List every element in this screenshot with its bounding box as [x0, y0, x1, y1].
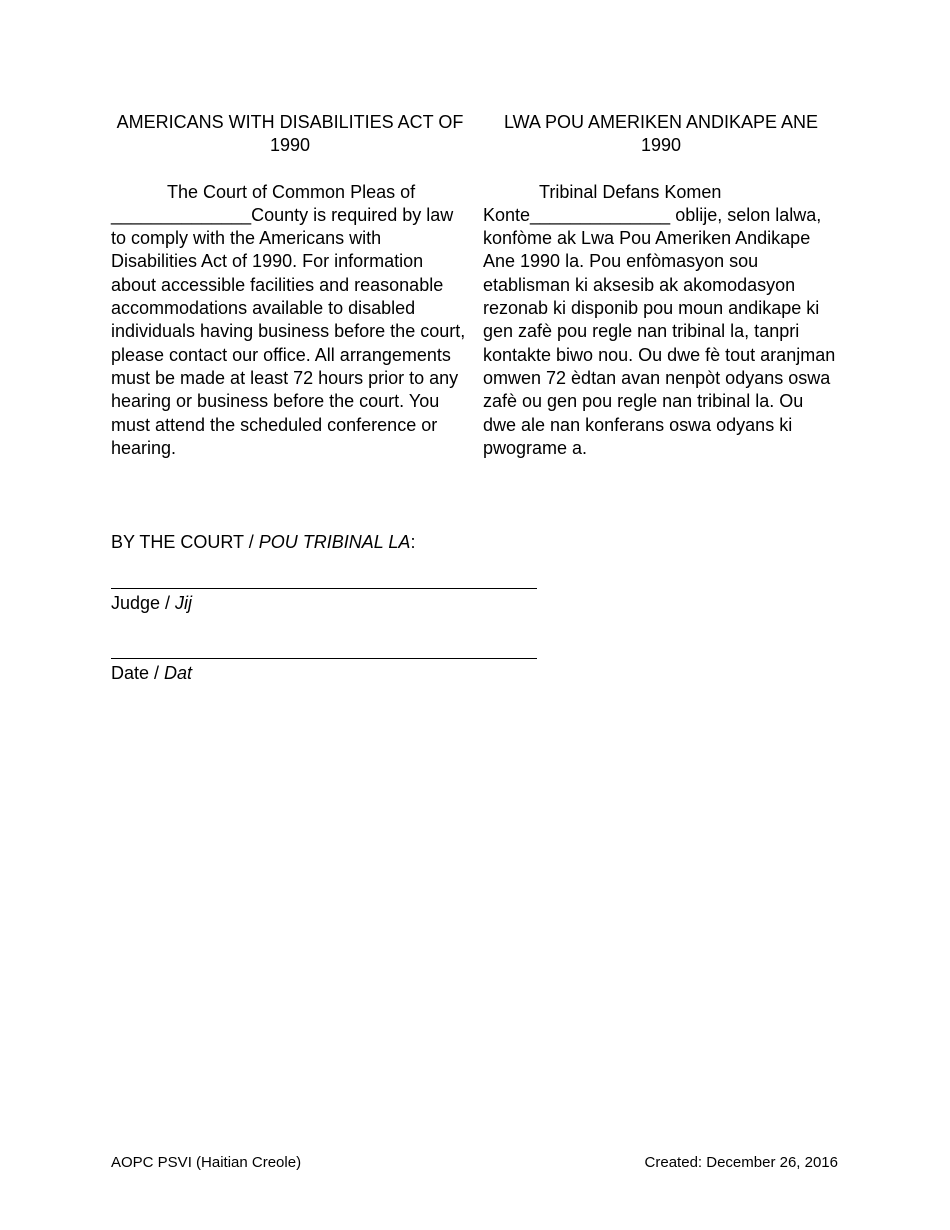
date-signature-block: [111, 658, 537, 684]
creole-notice-body: konfòme ak Lwa Pou Ameriken Andikape Ane 1990 la. Pou enfòmasyon sou etablisman ki aksesib ak akomodasyon rezonab ki disponib pou moun andikape ki gen zafè pou regle nan tribinal la, tanpri kontakte biwo nou. Ou dwe fè tout aranjman omwen 72 èdtan avan nenpòt odyans oswa zafè ou gen pou regle nan tribinal la. Ou dwe ale nan konferans oswa odyans ki pwograme a.: [483, 228, 836, 458]
date-label: Date / Dat: [111, 663, 193, 683]
english-heading: AMERICANS WITH DISABILITIES ACT OF 1990: [116, 112, 464, 156]
english-column: [111, 111, 469, 460]
english-notice: [111, 181, 469, 461]
creole-heading: LWA POU AMERIKEN ANDIKAPE ANE 1990: [503, 112, 819, 156]
creole-notice-line1: Tribinal Defans Komen: [539, 181, 722, 202]
creole-column: [483, 111, 839, 460]
footer-created-date: Created: December 26, 2016: [644, 1154, 838, 1171]
by-the-court-label: BY THE COURT / POU TRIBINAL LA:: [111, 532, 416, 552]
creole-notice: [483, 181, 839, 461]
judge-label: Judge / Jij: [111, 593, 193, 613]
judge-signature-line: [111, 588, 537, 589]
footer-form-id: AOPC PSVI (Haitian Creole): [111, 1154, 302, 1171]
date-signature-line: [111, 658, 537, 659]
english-notice-body: to comply with the Americans with Disabilities Act of 1990. For information about accessible facilities and reasonable accommodations available to disabled individuals having business before the court, please contact our office. All arrangements must be made at least 72 hours prior to any hearing or business before the court. You must attend the scheduled conference or hearing.: [111, 228, 466, 458]
creole-notice-line2: Konte______________ oblije, selon lalwa,: [483, 204, 822, 225]
judge-signature-block: [111, 588, 537, 614]
english-notice-line2: ______________County is required by law: [111, 204, 454, 225]
english-notice-line1: The Court of Common Pleas of: [167, 181, 416, 202]
